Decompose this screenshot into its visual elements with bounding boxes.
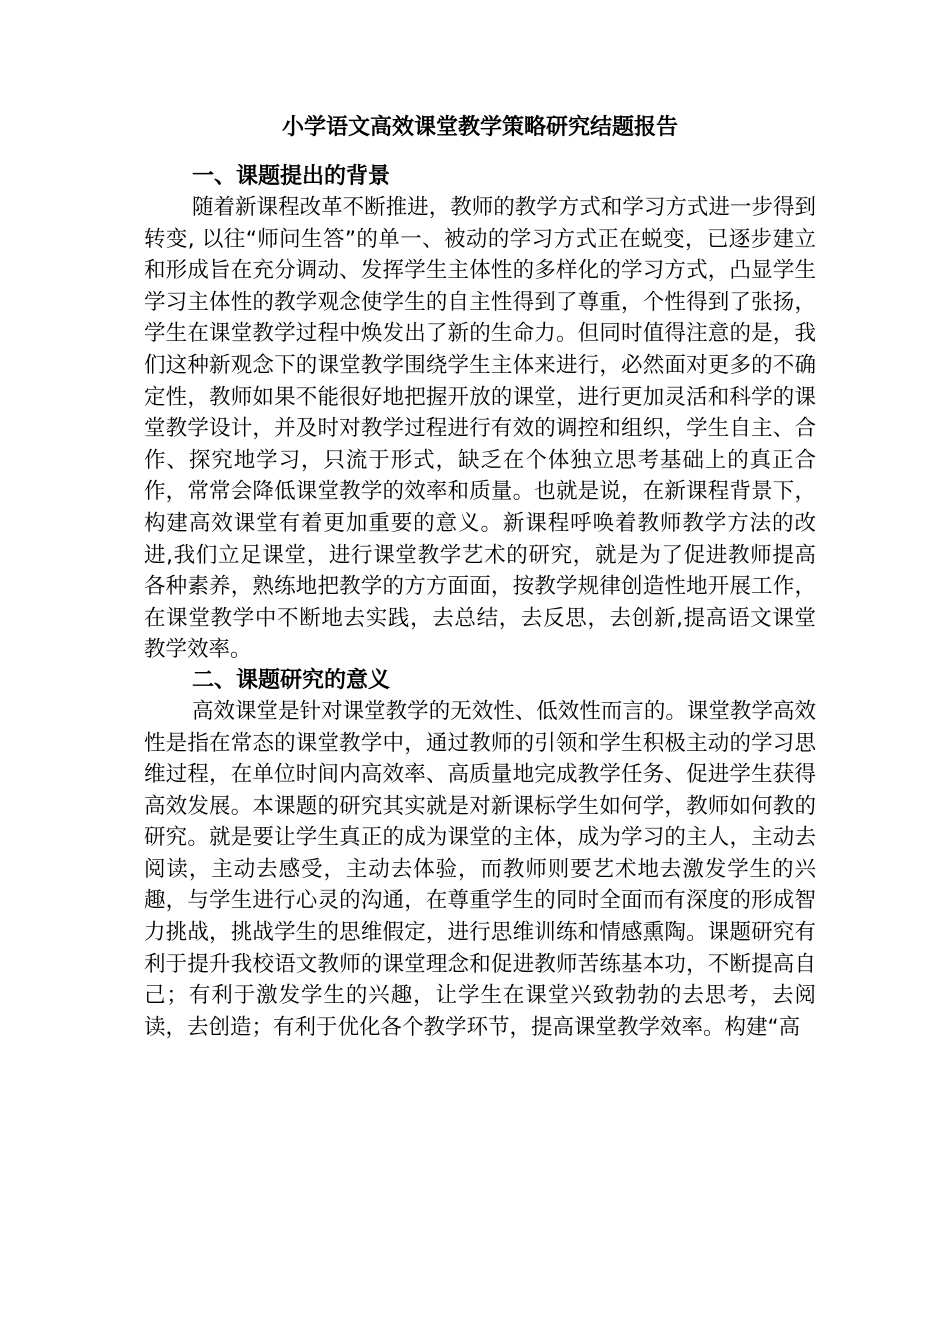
document-title: 小学语文高效课堂教学策略研究结题报告 xyxy=(281,115,678,140)
section-heading-background: 一、课题提出的背景 xyxy=(192,164,391,189)
section-paragraph-background: 随着新课程改革不断推进，教师的教学方式和学习方式进一步得到转变, 以往“师问生答”的单一、被动的学习方式正在蜕变，已逐步建立和形成旨在充分调动、发挥学生主体性的多样化的学习方式，凸显学生学习主体性的教学观念使学生的自主性得到了尊重，个性得到了张扬，学生在课堂教学过程中焕发出了新的生命力。但同时值得注意的是，我们这种新观念下的课堂教学围绕学生主体来进行，必然面对更多的不确定性，教师如果不能很好地把握开放的课堂，进行更加灵活和科学的课堂教学设计，并及时对教学过程进行有效的调控和组织，学生自主、合作、探究地学习，只流于形式，缺乏在个体独立思考基础上的真正合作，常常会降低课堂教学的效率和质量。也就是说，在新课程背景下，构建高效课堂有着更加重要的意义。新课程呼唤着教师教学方法的改进,我们立足课堂，进行课堂教学艺术的研究，就是为了促进教师提高各种素养，熟练地把教学的方方面面，按教学规律创造性地开展工作，在课堂教学中不断地去实践，去总结，去反思，去创新,提高语文课堂教学效率。 xyxy=(144,195,816,663)
section-paragraph-significance: 高效课堂是针对课堂教学的无效性、低效性而言的。课堂教学高效性是指在常态的课堂教学中，通过教师的引领和学生积极主动的学习思维过程，在单位时间内高效率、高质量地完成教学任务、促进学生获得高效发展。本课题的研究其实就是对新课标学生如何学，教师如何教的研究。就是要让学生真正的成为课堂的主体，成为学习的主人，主动去阅读，主动去感受，主动去体验，而教师则要艺术地去激发学生的兴趣，与学生进行心灵的沟通，在尊重学生的同时全面而有深度的形成智力挑战，挑战学生的思维假定，进行思维训练和情感熏陶。课题研究有利于提升我校语文教师的课堂理念和促进教师苦练基本功，不断提高自己；有利于激发学生的兴趣，让学生在课堂兴致勃勃的去思考，去阅读，去创造；有利于优化各个教学环节，提高课堂教学效率。构建“高 xyxy=(144,698,816,1040)
document-page xyxy=(144,108,816,1043)
section-heading-significance: 二、课题研究的意义 xyxy=(192,667,391,693)
